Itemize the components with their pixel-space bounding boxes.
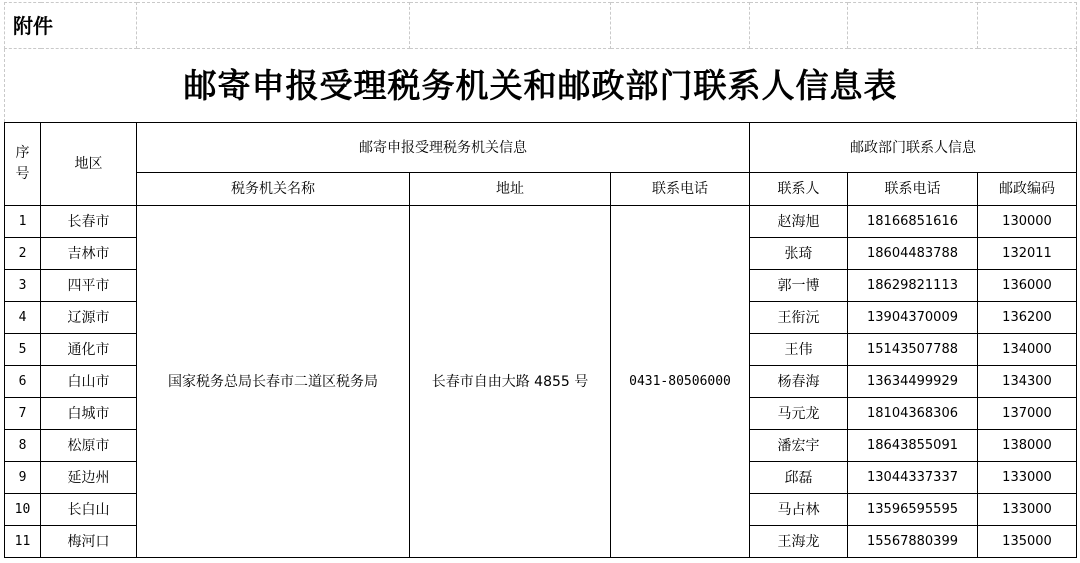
contact-phone-cell[interactable]: 15567880399 — [848, 526, 978, 558]
region-cell[interactable]: 松原市 — [41, 430, 137, 462]
contact-phone-cell[interactable]: 13634499929 — [848, 366, 978, 398]
contact-cell[interactable]: 郭一博 — [750, 270, 848, 302]
seq-cell[interactable]: 10 — [5, 494, 41, 526]
contact-phone-cell[interactable]: 18104368306 — [848, 398, 978, 430]
contact-phone-cell[interactable]: 15143507788 — [848, 334, 978, 366]
seq-cell[interactable]: 11 — [5, 526, 41, 558]
seq-cell[interactable]: 6 — [5, 366, 41, 398]
header-address[interactable]: 地址 — [410, 173, 611, 206]
region-cell[interactable]: 白山市 — [41, 366, 137, 398]
contact-cell[interactable]: 张琦 — [750, 238, 848, 270]
header-tax-group[interactable]: 邮寄申报受理税务机关信息 — [137, 123, 750, 173]
postcode-cell[interactable]: 132011 — [978, 238, 1077, 270]
seq-cell[interactable]: 5 — [5, 334, 41, 366]
header-tax-phone[interactable]: 联系电话 — [611, 173, 750, 206]
table-title[interactable]: 邮寄申报受理税务机关和邮政部门联系人信息表 — [5, 49, 1077, 123]
region-cell[interactable]: 白城市 — [41, 398, 137, 430]
tax-phone-cell[interactable]: 0431-80506000 — [611, 206, 750, 558]
seq-cell[interactable]: 4 — [5, 302, 41, 334]
contact-phone-cell[interactable]: 18604483788 — [848, 238, 978, 270]
seq-cell[interactable]: 1 — [5, 206, 41, 238]
contact-cell[interactable]: 马元龙 — [750, 398, 848, 430]
region-cell[interactable]: 长春市 — [41, 206, 137, 238]
contact-phone-cell[interactable]: 18629821113 — [848, 270, 978, 302]
contact-cell[interactable]: 王伟 — [750, 334, 848, 366]
region-cell[interactable]: 长白山 — [41, 494, 137, 526]
contact-cell[interactable]: 马占林 — [750, 494, 848, 526]
info-table — [4, 2, 1077, 558]
postcode-cell[interactable]: 135000 — [978, 526, 1077, 558]
postcode-cell[interactable]: 133000 — [978, 462, 1077, 494]
region-cell[interactable]: 吉林市 — [41, 238, 137, 270]
contact-cell[interactable]: 王衔沅 — [750, 302, 848, 334]
postcode-cell[interactable]: 130000 — [978, 206, 1077, 238]
postcode-cell[interactable]: 137000 — [978, 398, 1077, 430]
header-seq[interactable]: 序号 — [5, 123, 41, 206]
contact-cell[interactable]: 杨春海 — [750, 366, 848, 398]
empty-cell[interactable] — [848, 3, 978, 49]
header-postcode[interactable]: 邮政编码 — [978, 173, 1077, 206]
postcode-cell[interactable]: 134000 — [978, 334, 1077, 366]
header-tax-name[interactable]: 税务机关名称 — [137, 173, 410, 206]
attachment-row — [5, 3, 1077, 49]
empty-cell[interactable] — [410, 3, 611, 49]
header-contact-phone[interactable]: 联系电话 — [848, 173, 978, 206]
contact-phone-cell[interactable]: 13044337337 — [848, 462, 978, 494]
spreadsheet-sheet — [4, 2, 1076, 560]
contact-phone-cell[interactable]: 13904370009 — [848, 302, 978, 334]
region-cell[interactable]: 四平市 — [41, 270, 137, 302]
region-cell[interactable]: 通化市 — [41, 334, 137, 366]
region-cell[interactable]: 梅河口 — [41, 526, 137, 558]
seq-cell[interactable]: 7 — [5, 398, 41, 430]
postcode-cell[interactable]: 134300 — [978, 366, 1077, 398]
region-cell[interactable]: 辽源市 — [41, 302, 137, 334]
header-row-2 — [5, 173, 1077, 206]
contact-cell[interactable]: 潘宏宇 — [750, 430, 848, 462]
region-cell[interactable]: 延边州 — [41, 462, 137, 494]
contact-cell[interactable]: 赵海旭 — [750, 206, 848, 238]
contact-cell[interactable]: 王海龙 — [750, 526, 848, 558]
header-row-1 — [5, 123, 1077, 173]
header-region[interactable]: 地区 — [41, 123, 137, 206]
table-body — [5, 123, 1077, 558]
postcode-cell[interactable]: 138000 — [978, 430, 1077, 462]
postcode-cell[interactable]: 133000 — [978, 494, 1077, 526]
header-postal-group[interactable]: 邮政部门联系人信息 — [750, 123, 1077, 173]
header-contact[interactable]: 联系人 — [750, 173, 848, 206]
empty-cell[interactable] — [750, 3, 848, 49]
contact-cell[interactable]: 邱磊 — [750, 462, 848, 494]
postcode-cell[interactable]: 136000 — [978, 270, 1077, 302]
attachment-label[interactable]: 附件 — [5, 3, 137, 49]
contact-phone-cell[interactable]: 13596595595 — [848, 494, 978, 526]
seq-cell[interactable]: 3 — [5, 270, 41, 302]
title-row — [5, 49, 1077, 123]
postcode-cell[interactable]: 136200 — [978, 302, 1077, 334]
empty-cell[interactable] — [137, 3, 410, 49]
table-row — [5, 206, 1077, 238]
tax-office-name-cell[interactable]: 国家税务总局长春市二道区税务局 — [137, 206, 410, 558]
seq-cell[interactable]: 9 — [5, 462, 41, 494]
empty-cell[interactable] — [978, 3, 1077, 49]
empty-cell[interactable] — [611, 3, 750, 49]
contact-phone-cell[interactable]: 18643855091 — [848, 430, 978, 462]
contact-phone-cell[interactable]: 18166851616 — [848, 206, 978, 238]
seq-cell[interactable]: 8 — [5, 430, 41, 462]
address-cell[interactable]: 长春市自由大路 4855 号 — [410, 206, 611, 558]
seq-cell[interactable]: 2 — [5, 238, 41, 270]
